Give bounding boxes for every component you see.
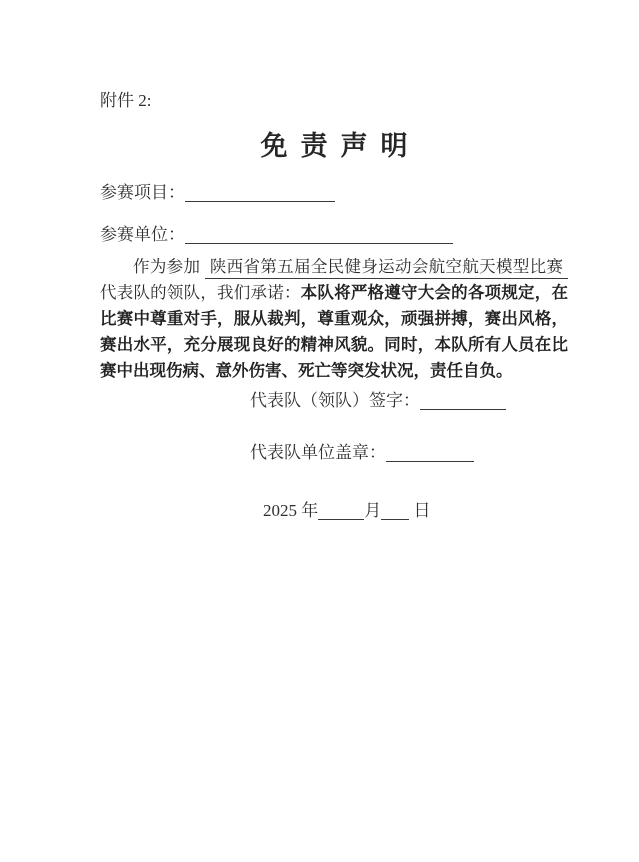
event-field-label: 参赛项目： [100, 183, 185, 202]
unit-seal-label: 代表队单位盖章： [250, 443, 386, 462]
leader-signature-label: 代表队（领队）签字： [250, 391, 420, 410]
date-day-blank-line [381, 505, 409, 520]
unit-seal-row [250, 440, 568, 466]
date-month-blank-line [318, 505, 364, 520]
date-day-text: 日 [413, 501, 431, 520]
pledge-bold-text: 本队将严格遵守大会的各项规定，在比赛中尊重对手，服从裁判，尊重观众，顽强拼搏，赛出风格，赛出水平，充分展现良好的精神风貌。同时，本队所有人员在比赛中出现伤病、意外伤害、死亡等突发状况，责任自负。 [100, 283, 569, 380]
unit-field-label: 参赛单位： [100, 225, 185, 244]
unit-field-row [100, 222, 568, 248]
unit-blank-line [185, 229, 453, 244]
lead-in-text: 作为参加 [133, 257, 201, 276]
pledge-paragraph [100, 254, 568, 384]
unit-seal-blank-line [386, 447, 474, 462]
leader-signature-blank-line [420, 395, 506, 410]
after-blank-text: 代表队的领队，我们承诺： [100, 283, 301, 302]
competition-name-underlined: 陕西省第五届全民健身运动会航空航天模型比赛 [205, 257, 568, 279]
document-title: 免责声明 [260, 131, 421, 161]
date-row [263, 498, 568, 524]
date-year-text: 2025 年 [263, 501, 319, 520]
event-field-row [100, 180, 568, 206]
event-blank-line [185, 187, 335, 202]
date-month-text: 月 [364, 501, 382, 520]
attachment-label: 附件 2: [100, 91, 152, 110]
leader-signature-row [250, 388, 568, 414]
